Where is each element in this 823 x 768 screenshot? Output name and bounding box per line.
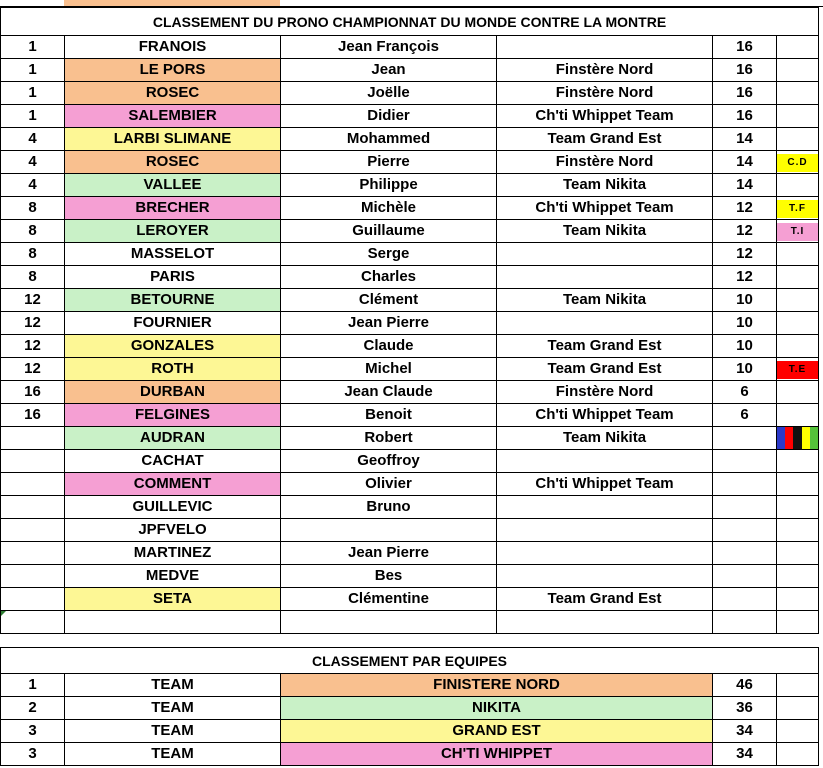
team-name-cell[interactable]: GRAND EST xyxy=(281,720,713,743)
team-cell[interactable]: Team Grand Est xyxy=(497,358,713,381)
points-cell[interactable]: 16 xyxy=(713,59,777,82)
firstname-cell[interactable]: Guillaume xyxy=(281,220,497,243)
lastname-cell[interactable]: LEROYER xyxy=(65,220,281,243)
team-extra-cell[interactable] xyxy=(777,720,819,743)
team-cell[interactable]: Team Grand Est xyxy=(497,335,713,358)
points-cell[interactable]: 14 xyxy=(713,174,777,197)
team-cell[interactable]: Ch'ti Whippet Team xyxy=(497,105,713,128)
rank-cell[interactable] xyxy=(1,542,65,565)
team-cell[interactable]: Ch'ti Whippet Team xyxy=(497,404,713,427)
tag-cell[interactable] xyxy=(777,358,819,381)
rank-cell[interactable]: 8 xyxy=(1,266,65,289)
rank-cell[interactable]: 1 xyxy=(1,36,65,59)
empty-cell[interactable] xyxy=(65,611,281,634)
lastname-cell[interactable]: FRANOIS xyxy=(65,36,281,59)
team-row xyxy=(1,743,819,766)
team-points-cell[interactable]: 34 xyxy=(713,720,777,743)
team-cell[interactable] xyxy=(497,450,713,473)
empty-cell[interactable] xyxy=(777,611,819,634)
team-cell[interactable] xyxy=(497,312,713,335)
points-cell[interactable] xyxy=(713,427,777,450)
jersey-tag: T.E xyxy=(777,361,818,379)
tag-cell[interactable] xyxy=(777,289,819,312)
team-cell[interactable]: Finstère Nord xyxy=(497,151,713,174)
stripe xyxy=(785,427,793,449)
table-row xyxy=(1,220,819,243)
team-cell[interactable] xyxy=(497,542,713,565)
table-row xyxy=(1,128,819,151)
table-row xyxy=(1,266,819,289)
team-ranking-table xyxy=(0,647,819,766)
points-cell[interactable] xyxy=(713,588,777,611)
team-cell[interactable]: Team Grand Est xyxy=(497,588,713,611)
lastname-cell[interactable]: MEDVE xyxy=(65,565,281,588)
rank-cell[interactable]: 4 xyxy=(1,128,65,151)
team-extra-cell[interactable] xyxy=(777,743,819,766)
team-label-cell[interactable]: TEAM xyxy=(65,743,281,766)
rank-cell[interactable]: 1 xyxy=(1,59,65,82)
firstname-cell[interactable]: Jean François xyxy=(281,36,497,59)
stripe xyxy=(810,427,818,449)
table-row xyxy=(1,473,819,496)
points-cell[interactable]: 6 xyxy=(713,381,777,404)
lastname-cell[interactable]: DURBAN xyxy=(65,381,281,404)
rank-cell[interactable] xyxy=(1,565,65,588)
empty-row xyxy=(1,611,819,634)
points-cell[interactable]: 10 xyxy=(713,358,777,381)
team-cell[interactable]: Ch'ti Whippet Team xyxy=(497,473,713,496)
firstname-cell[interactable]: Michel xyxy=(281,358,497,381)
table-row xyxy=(1,450,819,473)
table-row xyxy=(1,36,819,59)
team-rank-cell[interactable]: 1 xyxy=(1,674,65,697)
points-cell[interactable]: 12 xyxy=(713,197,777,220)
points-cell[interactable] xyxy=(713,450,777,473)
lastname-cell[interactable]: JPFVELO xyxy=(65,519,281,542)
table-row xyxy=(1,496,819,519)
team-label-cell[interactable]: TEAM xyxy=(65,720,281,743)
lastname-cell[interactable]: LARBI SLIMANE xyxy=(65,128,281,151)
firstname-cell[interactable]: Jean Pierre xyxy=(281,542,497,565)
team-cell[interactable]: Team Nikita xyxy=(497,427,713,450)
rank-cell[interactable]: 4 xyxy=(1,174,65,197)
table-row xyxy=(1,542,819,565)
points-cell[interactable]: 10 xyxy=(713,335,777,358)
points-cell[interactable]: 10 xyxy=(713,289,777,312)
lastname-cell[interactable]: GONZALES xyxy=(65,335,281,358)
team-cell[interactable] xyxy=(497,243,713,266)
points-cell[interactable] xyxy=(713,565,777,588)
table-row xyxy=(1,358,819,381)
firstname-cell[interactable]: Didier xyxy=(281,105,497,128)
firstname-cell[interactable]: Charles xyxy=(281,266,497,289)
firstname-cell[interactable]: Clémentine xyxy=(281,588,497,611)
team-cell[interactable] xyxy=(497,266,713,289)
table-row xyxy=(1,105,819,128)
team-name-cell[interactable]: NIKITA xyxy=(281,697,713,720)
firstname-cell[interactable]: Joëlle xyxy=(281,82,497,105)
lastname-cell[interactable]: VALLEE xyxy=(65,174,281,197)
tag-cell[interactable] xyxy=(777,381,819,404)
rank-cell[interactable] xyxy=(1,450,65,473)
points-cell[interactable]: 12 xyxy=(713,266,777,289)
rank-cell[interactable]: 16 xyxy=(1,404,65,427)
team-cell[interactable]: Finstère Nord xyxy=(497,381,713,404)
table-row xyxy=(1,404,819,427)
firstname-cell[interactable] xyxy=(281,519,497,542)
tag-cell[interactable] xyxy=(777,312,819,335)
rank-cell[interactable]: 12 xyxy=(1,358,65,381)
team-cell[interactable]: Team Nikita xyxy=(497,174,713,197)
tag-cell[interactable] xyxy=(777,565,819,588)
team-extra-cell[interactable] xyxy=(777,674,819,697)
points-cell[interactable]: 16 xyxy=(713,82,777,105)
rank-cell[interactable]: 8 xyxy=(1,243,65,266)
lastname-cell[interactable]: GUILLEVIC xyxy=(65,496,281,519)
team-points-cell[interactable]: 34 xyxy=(713,743,777,766)
lastname-cell[interactable]: MARTINEZ xyxy=(65,542,281,565)
points-cell[interactable]: 16 xyxy=(713,36,777,59)
firstname-cell[interactable]: Pierre xyxy=(281,151,497,174)
firstname-cell[interactable]: Olivier xyxy=(281,473,497,496)
rank-cell[interactable]: 12 xyxy=(1,289,65,312)
table-row xyxy=(1,588,819,611)
team-ranking-title: CLASSEMENT PAR EQUIPES xyxy=(1,648,819,674)
team-cell[interactable] xyxy=(497,496,713,519)
table-row xyxy=(1,197,819,220)
team-rank-cell[interactable]: 3 xyxy=(1,743,65,766)
firstname-cell[interactable]: Jean Claude xyxy=(281,381,497,404)
rank-cell[interactable] xyxy=(1,496,65,519)
firstname-cell[interactable]: Michèle xyxy=(281,197,497,220)
rank-cell[interactable]: 4 xyxy=(1,151,65,174)
rank-cell[interactable] xyxy=(1,519,65,542)
team-row xyxy=(1,697,819,720)
points-cell[interactable] xyxy=(713,473,777,496)
rank-cell[interactable]: 8 xyxy=(1,220,65,243)
table-row xyxy=(1,381,819,404)
lastname-cell[interactable]: ROSEC xyxy=(65,151,281,174)
firstname-cell[interactable]: Bes xyxy=(281,565,497,588)
firstname-cell[interactable]: Serge xyxy=(281,243,497,266)
points-cell[interactable]: 12 xyxy=(713,243,777,266)
team-points-cell[interactable]: 36 xyxy=(713,697,777,720)
stripe xyxy=(793,427,801,449)
table-row xyxy=(1,312,819,335)
team-row xyxy=(1,720,819,743)
tag-cell[interactable] xyxy=(777,243,819,266)
team-rank-cell[interactable]: 2 xyxy=(1,697,65,720)
tag-cell[interactable] xyxy=(777,36,819,59)
rank-cell[interactable] xyxy=(1,588,65,611)
table-row xyxy=(1,519,819,542)
points-cell[interactable]: 12 xyxy=(713,220,777,243)
team-cell[interactable]: Finstère Nord xyxy=(497,59,713,82)
firstname-cell[interactable]: Clément xyxy=(281,289,497,312)
firstname-cell[interactable]: Benoit xyxy=(281,404,497,427)
rank-cell[interactable] xyxy=(1,427,65,450)
points-cell[interactable] xyxy=(713,496,777,519)
team-cell[interactable]: Team Nikita xyxy=(497,289,713,312)
tag-cell[interactable] xyxy=(777,197,819,220)
lastname-cell[interactable]: BRECHER xyxy=(65,197,281,220)
rank-cell[interactable]: 8 xyxy=(1,197,65,220)
lastname-cell[interactable]: MASSELOT xyxy=(65,243,281,266)
table-row xyxy=(1,427,819,450)
lastname-cell[interactable]: SETA xyxy=(65,588,281,611)
table-row xyxy=(1,82,819,105)
page-title: CLASSEMENT DU PRONO CHAMPIONNAT DU MONDE CONTRE LA MONTRE xyxy=(1,8,819,36)
points-cell[interactable] xyxy=(713,542,777,565)
firstname-cell[interactable]: Geoffroy xyxy=(281,450,497,473)
lastname-cell[interactable]: AUDRAN xyxy=(65,427,281,450)
team-rank-cell[interactable]: 3 xyxy=(1,720,65,743)
empty-cell[interactable] xyxy=(497,611,713,634)
rank-cell[interactable]: 1 xyxy=(1,105,65,128)
team-cell[interactable] xyxy=(497,565,713,588)
world-champion-stripes-icon xyxy=(777,427,818,449)
tag-cell[interactable] xyxy=(777,542,819,565)
table-row xyxy=(1,565,819,588)
firstname-cell[interactable]: Bruno xyxy=(281,496,497,519)
firstname-cell[interactable]: Jean Pierre xyxy=(281,312,497,335)
points-cell[interactable]: 6 xyxy=(713,404,777,427)
tag-cell[interactable] xyxy=(777,266,819,289)
lastname-cell[interactable]: LE PORS xyxy=(65,59,281,82)
team-extra-cell[interactable] xyxy=(777,697,819,720)
team-cell[interactable] xyxy=(497,519,713,542)
table-row xyxy=(1,174,819,197)
points-cell[interactable]: 14 xyxy=(713,128,777,151)
tag-cell[interactable] xyxy=(777,128,819,151)
stripe xyxy=(802,427,810,449)
firstname-cell[interactable]: Mohammed xyxy=(281,128,497,151)
jersey-tag: T.F xyxy=(777,200,818,218)
jersey-tag: C.D xyxy=(777,154,818,172)
tag-cell[interactable] xyxy=(777,496,819,519)
lastname-cell[interactable]: BETOURNE xyxy=(65,289,281,312)
lastname-cell[interactable]: FELGINES xyxy=(65,404,281,427)
lastname-cell[interactable]: FOURNIER xyxy=(65,312,281,335)
tag-cell[interactable] xyxy=(777,404,819,427)
rank-cell[interactable] xyxy=(1,473,65,496)
tag-cell[interactable] xyxy=(777,450,819,473)
rank-cell[interactable]: 16 xyxy=(1,381,65,404)
cell-note-marker xyxy=(1,611,6,616)
table-row xyxy=(1,335,819,358)
tag-cell[interactable] xyxy=(777,473,819,496)
empty-cell[interactable] xyxy=(281,611,497,634)
team-cell[interactable]: Team Grand Est xyxy=(497,128,713,151)
firstname-cell[interactable]: Claude xyxy=(281,335,497,358)
stripe xyxy=(777,427,785,449)
tag-cell[interactable] xyxy=(777,427,819,450)
individual-ranking-table xyxy=(0,7,819,634)
tag-cell[interactable] xyxy=(777,59,819,82)
tag-cell[interactable] xyxy=(777,174,819,197)
points-cell[interactable]: 14 xyxy=(713,151,777,174)
jersey-tag: T.I xyxy=(777,223,818,241)
lastname-cell[interactable]: SALEMBIER xyxy=(65,105,281,128)
table-row xyxy=(1,289,819,312)
tag-cell[interactable] xyxy=(777,519,819,542)
team-row xyxy=(1,674,819,697)
firstname-cell[interactable]: Jean xyxy=(281,59,497,82)
tag-cell[interactable] xyxy=(777,588,819,611)
tag-cell[interactable] xyxy=(777,151,819,174)
firstname-cell[interactable]: Philippe xyxy=(281,174,497,197)
team-cell[interactable] xyxy=(497,36,713,59)
team-name-cell[interactable]: CH'TI WHIPPET xyxy=(281,743,713,766)
team-label-cell[interactable]: TEAM xyxy=(65,697,281,720)
rank-cell[interactable]: 1 xyxy=(1,82,65,105)
team-cell[interactable]: Finstère Nord xyxy=(497,82,713,105)
rank-cell[interactable]: 12 xyxy=(1,312,65,335)
empty-cell[interactable] xyxy=(1,611,65,634)
firstname-cell[interactable]: Robert xyxy=(281,427,497,450)
team-label-cell[interactable]: TEAM xyxy=(65,674,281,697)
table-row xyxy=(1,151,819,174)
lastname-cell[interactable]: CACHAT xyxy=(65,450,281,473)
tag-cell[interactable] xyxy=(777,220,819,243)
empty-cell[interactable] xyxy=(713,611,777,634)
team-cell[interactable]: Team Nikita xyxy=(497,220,713,243)
table-row xyxy=(1,243,819,266)
lastname-cell[interactable]: ROSEC xyxy=(65,82,281,105)
points-cell[interactable]: 16 xyxy=(713,105,777,128)
table-row xyxy=(1,59,819,82)
team-name-cell[interactable]: FINISTERE NORD xyxy=(281,674,713,697)
tag-cell[interactable] xyxy=(777,105,819,128)
points-cell[interactable] xyxy=(713,519,777,542)
tag-cell[interactable] xyxy=(777,82,819,105)
points-cell[interactable]: 10 xyxy=(713,312,777,335)
tag-cell[interactable] xyxy=(777,335,819,358)
team-cell[interactable]: Ch'ti Whippet Team xyxy=(497,197,713,220)
lastname-cell[interactable]: PARIS xyxy=(65,266,281,289)
rank-cell[interactable]: 12 xyxy=(1,335,65,358)
team-points-cell[interactable]: 46 xyxy=(713,674,777,697)
lastname-cell[interactable]: COMMENT xyxy=(65,473,281,496)
lastname-cell[interactable]: ROTH xyxy=(65,358,281,381)
